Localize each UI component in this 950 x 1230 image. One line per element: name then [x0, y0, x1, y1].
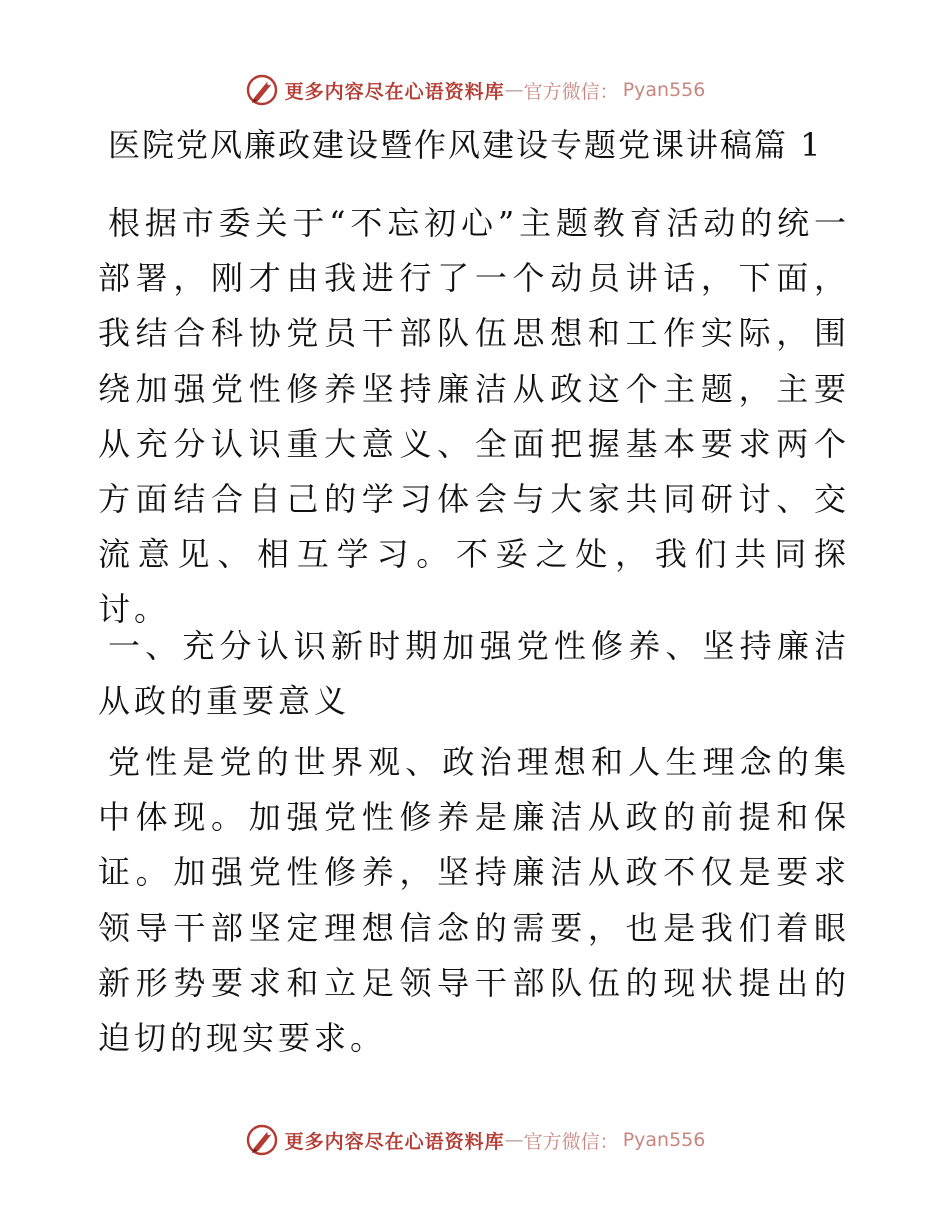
red-pen-logo-icon	[245, 73, 279, 107]
watermark-separator: —	[504, 1129, 524, 1151]
watermark-banner-top	[0, 70, 950, 110]
red-pen-logo-icon	[245, 1123, 279, 1157]
watermark-wechat-id: Pyan556	[622, 1129, 706, 1151]
watermark-wechat-label: 官方微信：	[523, 80, 619, 103]
watermark-brand: 更多内容尽在心语资料库	[284, 80, 505, 103]
watermark-banner-bottom	[0, 1120, 950, 1160]
watermark-wechat-label: 官方微信：	[523, 1130, 619, 1153]
body-paragraph-intro: 根据市委关于“不忘初心”主题教育活动的统一部署，刚才由我进行了一个动员讲话，下面，我结合科协党员干部队伍思想和工作实际，围绕加强党性修养坚持廉洁从政这个主题，主要从充分认识重大意义、全面把握基本要求两个方面结合自己的学习体会与大家共同研讨、交流意见、相互学习。不妥之处，我们共同探讨。	[98, 204, 850, 629]
section-heading-one: 一、充分认识新时期加强党性修养、坚持廉洁从政的重要意义	[98, 627, 850, 721]
document-title: 医院党风廉政建设暨作风建设专题党课讲稿篇 1	[108, 126, 823, 164]
body-paragraph-party-spirit: 党性是党的世界观、政治理想和人生理念的集中体现。加强党性修养是廉洁从政的前提和保证。加强党性修养，坚持廉洁从政不仅是要求领导干部坚定理想信念的需要，也是我们着眼新形势要求和立足领导干部队伍的现状提出的迫切的现实要求。	[98, 743, 850, 1058]
watermark-brand: 更多内容尽在心语资料库	[284, 1130, 505, 1153]
watermark-separator: —	[504, 79, 524, 101]
watermark-wechat-id: Pyan556	[622, 79, 706, 101]
